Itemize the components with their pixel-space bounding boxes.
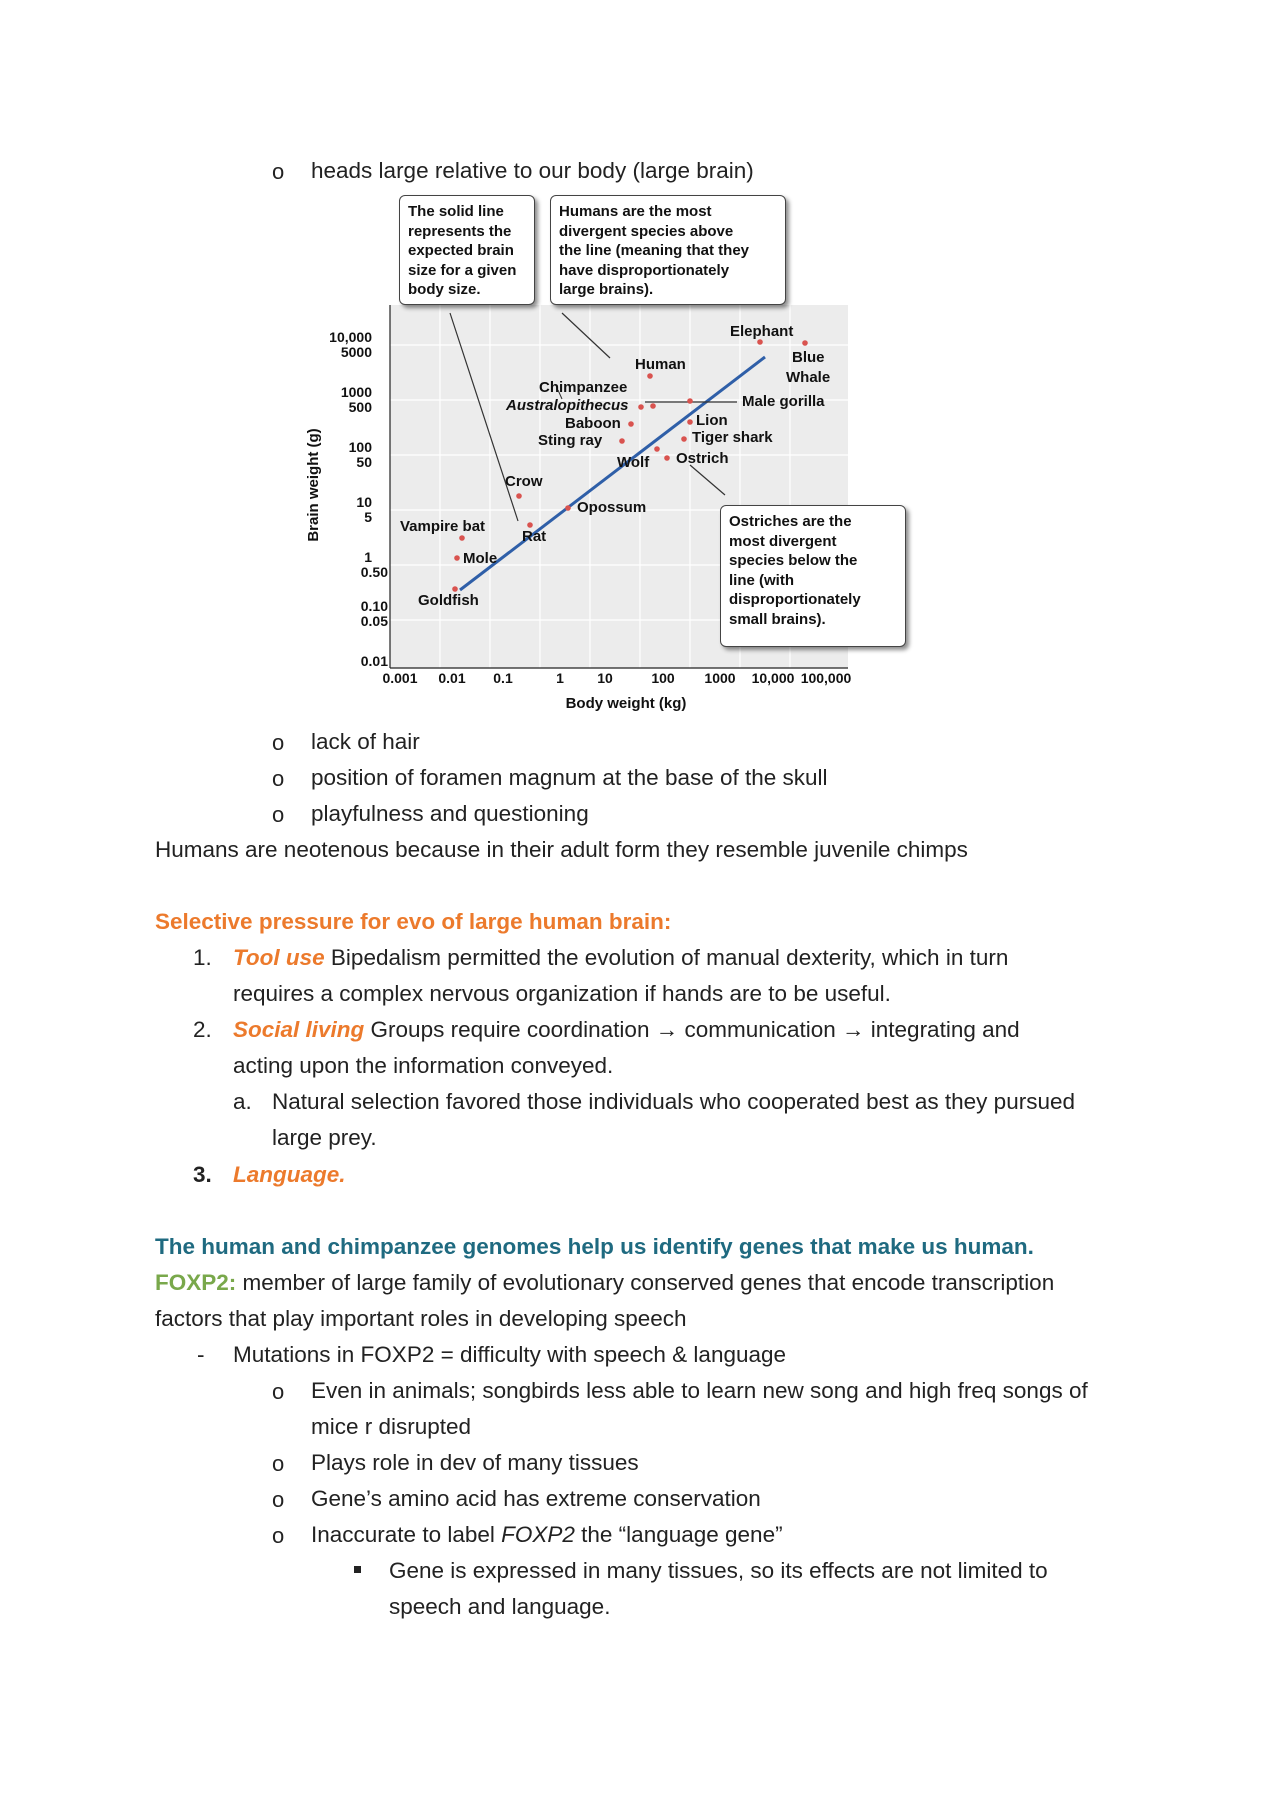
label-human: Human <box>635 356 686 373</box>
x-tick: 1000 <box>704 670 736 686</box>
y-tick: 0.05 <box>360 613 388 629</box>
item-tool-use <box>233 943 1008 973</box>
x-tick: 10,000 <box>751 670 795 686</box>
callout-solid-line: The solid line represents the expected brain size for a given body size. <box>399 195 535 305</box>
circle-bullet: o <box>272 1451 285 1476</box>
label-tiger-shark: Tiger shark <box>692 429 773 446</box>
label-vampire-bat: Vampire bat <box>400 518 486 535</box>
dot-australopithecus <box>650 403 656 409</box>
y-tick: 1000 <box>340 384 372 400</box>
y-tick: 5000 <box>340 344 372 360</box>
dot-opossum <box>565 505 571 511</box>
circle-bullet: o <box>272 1523 285 1548</box>
label-baboon: Baboon <box>565 415 621 432</box>
mutations-item: Mutations in FOXP2 = difficulty with speech & language <box>233 1342 787 1367</box>
dot-lion <box>687 419 693 425</box>
x-tick: 0.01 <box>438 670 466 686</box>
label-lion: Lion <box>696 412 728 429</box>
list-number: 1. <box>193 945 212 970</box>
bullet-large-head: heads large relative to our body (large brain) <box>311 158 754 183</box>
x-tick-labels <box>382 670 851 686</box>
bullet-lack-of-hair: lack of hair <box>311 729 420 754</box>
bullet-foramen-magnum: position of foramen magnum at the base of the skull <box>311 765 828 790</box>
x-tick: 0.001 <box>382 670 418 686</box>
label-opossum: Opossum <box>577 499 647 516</box>
neotenous-text: Humans are neotenous because in their adult form they resemble juvenile chimps <box>155 837 968 862</box>
label-sting-ray: Sting ray <box>538 432 603 449</box>
item-social-living <box>233 1015 1020 1045</box>
label-wolf: Wolf <box>617 454 650 471</box>
dot-vampire-bat <box>459 535 465 541</box>
dot-human <box>647 373 653 379</box>
dot-goldfish <box>452 586 458 592</box>
foxp2-text: member of large family of evolutionary conserved genes that encode transcription <box>236 1270 1055 1295</box>
dot-sting-ray <box>619 438 625 444</box>
conservation-item: Gene’s amino acid has extreme conservation <box>311 1486 761 1511</box>
label-whale: Whale <box>786 369 831 386</box>
label-australopithecus: Australopithecus <box>506 397 629 414</box>
y-tick: 0.50 <box>360 564 388 580</box>
tissues-item: Plays role in dev of many tissues <box>311 1450 639 1475</box>
language-gene-name: FOXP2 <box>501 1522 575 1547</box>
x-tick: 100 <box>651 670 675 686</box>
dot-baboon <box>628 421 634 427</box>
selective-heading: Selective pressure for evo of large human brain: <box>155 909 672 934</box>
social-living-label: Social living <box>233 1017 365 1042</box>
square-bullet <box>354 1566 361 1573</box>
language-gene-post: the “language gene” <box>574 1522 783 1547</box>
dot-rat <box>527 522 533 528</box>
brain-body-figure <box>300 195 920 715</box>
y-tick: 500 <box>348 399 372 415</box>
x-tick: 0.1 <box>493 670 513 686</box>
label-rat: Rat <box>522 528 547 545</box>
dot-crow <box>516 493 522 499</box>
dot-mole <box>454 555 460 561</box>
expressed-item-cont: speech and language. <box>389 1594 611 1619</box>
foxp2-label: FOXP2: <box>155 1270 237 1295</box>
circle-bullet: o <box>272 1487 285 1512</box>
label-mole: Mole <box>463 550 498 567</box>
label-chimpanzee: Chimpanzee <box>539 379 628 396</box>
y-tick: 10 <box>356 494 372 510</box>
y-tick: 100 <box>348 439 372 455</box>
list-letter: a. <box>233 1089 252 1114</box>
y-tick: 1 <box>364 549 372 565</box>
item-language: Language. <box>233 1162 346 1187</box>
tool-use-text-cont: requires a complex nervous organization if hands are to be useful. <box>233 981 891 1006</box>
y-axis-label: Brain weight (g) <box>305 428 322 542</box>
y-tick-labels <box>329 329 388 669</box>
dot-blue-whale <box>802 340 808 346</box>
callout-humans: Humans are the most divergent species above the line (meaning that they have disproportionately large brains). <box>550 195 786 305</box>
y-tick: 5 <box>364 509 372 525</box>
circle-bullet: o <box>272 730 285 755</box>
x-tick: 10 <box>597 670 613 686</box>
sub-item-natural-selection: Natural selection favored those individuals who cooperated best as they pursued <box>272 1089 1075 1114</box>
circle-bullet: o <box>272 766 285 791</box>
x-axis-label: Body weight (kg) <box>565 695 687 712</box>
circle-bullet: o <box>272 1379 285 1404</box>
tool-use-label: Tool use <box>233 945 325 970</box>
label-elephant: Elephant <box>730 323 794 340</box>
y-tick: 0.01 <box>360 653 388 669</box>
dot-elephant <box>757 339 763 345</box>
x-tick: 100,000 <box>800 670 852 686</box>
dot-tiger-shark <box>681 436 687 442</box>
social-living-text: Groups require coordination → communication → integrating and <box>364 1017 1020 1042</box>
social-living-text-cont: acting upon the information conveyed. <box>233 1053 614 1078</box>
dot-male-gorilla <box>687 398 693 404</box>
dash-bullet: - <box>197 1342 205 1367</box>
circle-bullet: o <box>272 159 285 184</box>
genomes-heading: The human and chimpanzee genomes help us identify genes that make us human. <box>155 1234 1034 1259</box>
circle-bullet: o <box>272 802 285 827</box>
songbirds-item: Even in animals; songbirds less able to learn new song and high freq songs of <box>311 1378 1088 1403</box>
list-number: 3. <box>193 1162 212 1187</box>
sub-item-natural-selection-cont: large prey. <box>272 1125 377 1150</box>
dot-wolf <box>654 446 660 452</box>
y-tick: 0.10 <box>360 598 388 614</box>
foxp2-definition-cont: factors that play important roles in developing speech <box>155 1306 687 1331</box>
expressed-item: Gene is expressed in many tissues, so its effects are not limited to <box>389 1558 1048 1583</box>
callout-ostriches: Ostriches are the most divergent species below the line (with disproportionately small brains). <box>720 505 906 647</box>
y-tick: 10,000 <box>329 329 372 345</box>
label-crow: Crow <box>505 473 543 490</box>
label-blue: Blue <box>792 349 825 366</box>
y-tick: 50 <box>356 454 372 470</box>
language-gene-item <box>311 1520 783 1550</box>
bullet-playfulness: playfulness and questioning <box>311 801 589 826</box>
language-gene-pre: Inaccurate to label <box>311 1522 502 1547</box>
songbirds-item-cont: mice r disrupted <box>311 1414 472 1439</box>
label-ostrich: Ostrich <box>676 450 729 467</box>
tool-use-text: Bipedalism permitted the evolution of manual dexterity, which in turn <box>324 945 1009 970</box>
label-goldfish: Goldfish <box>418 592 479 609</box>
x-tick: 1 <box>556 670 564 686</box>
dot-chimpanzee <box>638 404 644 410</box>
dot-ostrich <box>664 455 670 461</box>
label-male-gorilla: Male gorilla <box>742 393 825 410</box>
foxp2-definition <box>155 1268 1054 1298</box>
list-number: 2. <box>193 1017 212 1042</box>
